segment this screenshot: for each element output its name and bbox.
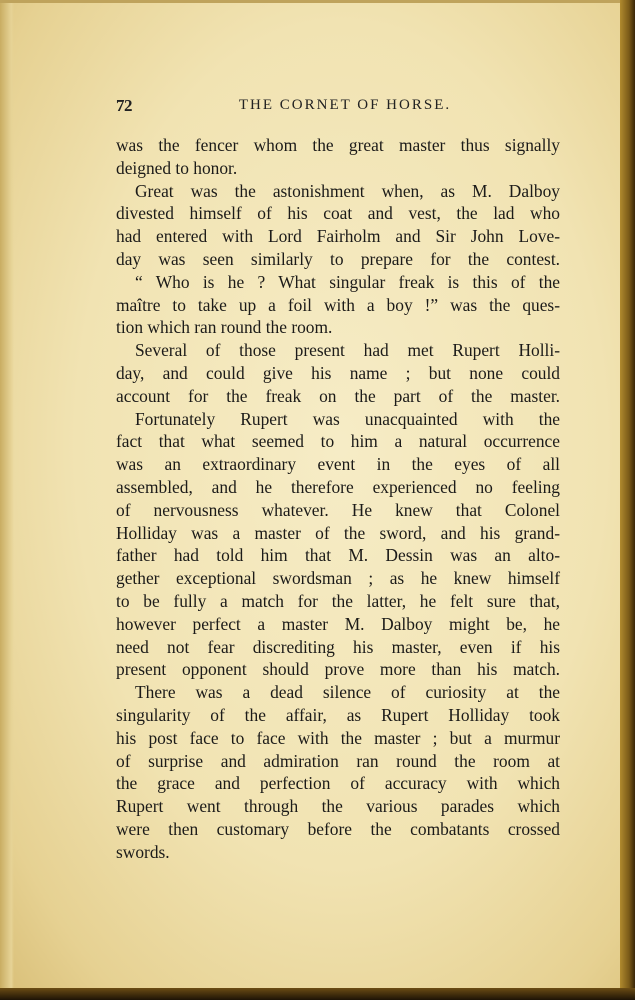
page-number: 72	[116, 96, 132, 115]
page-header	[116, 96, 560, 118]
text-line: Several of those present had met Rupert Holli-	[135, 340, 560, 361]
text-line: “ Who is he ? What singular freak is this of the	[135, 271, 560, 292]
text-line: There was a dead silence of curiosity at the	[135, 682, 560, 703]
page-top-edge	[0, 0, 635, 3]
page-bottom-edge	[0, 988, 635, 1000]
text-line: maître to take up a foil with a boy !” was the ques-	[116, 294, 560, 315]
text-line: day was seen similarly to prepare for the contest.	[116, 248, 560, 269]
text-line: were then customary before the combatants crossed	[116, 818, 560, 839]
text-line: present opponent should prove more than his match.	[116, 659, 560, 680]
text-line: father had told him that M. Dessin was an alto-	[116, 545, 560, 566]
text-line: his post face to face with the master ; but a murmur	[116, 727, 560, 748]
text-line: however perfect a master M. Dalboy might be, he	[116, 613, 560, 634]
text-line: Fortunately Rupert was unacquainted with the	[135, 408, 560, 429]
text-line: need not fear discrediting his master, even if his	[116, 636, 560, 657]
text-line: tion which ran round the room.	[116, 317, 333, 338]
text-line: swords.	[116, 841, 170, 862]
text-line: Holliday was a master of the sword, and his grand-	[116, 522, 560, 543]
body-text	[116, 134, 560, 864]
text-line: Rupert went through the various parades which	[116, 796, 560, 817]
text-line: divested himself of his coat and vest, the lad who	[116, 203, 560, 224]
text-line: fact that what seemed to him a natural occurrence	[116, 431, 560, 452]
text-line: of nervousness whatever. He knew that Colonel	[116, 499, 560, 520]
text-line: gether exceptional swordsman ; as he knew himself	[116, 568, 560, 589]
text-line: account for the freak on the part of the master.	[116, 385, 560, 406]
running-title: THE CORNET OF HORSE.	[238, 97, 452, 113]
text-line: was an extraordinary event in the eyes of all	[116, 454, 560, 475]
text-line: to be fully a match for the latter, he felt sure that,	[116, 590, 560, 611]
text-line: had entered with Lord Fairholm and Sir John Love-	[116, 226, 560, 247]
text-line: deigned to honor.	[116, 157, 238, 178]
text-line: Great was the astonishment when, as M. Dalboy	[135, 180, 560, 201]
text-line: of surprise and admiration ran round the room at	[116, 750, 560, 771]
book-cover-edge	[620, 0, 635, 1000]
text-line: was the fencer whom the great master thus signally	[116, 135, 560, 155]
text-line: singularity of the affair, as Rupert Holliday took	[116, 704, 560, 725]
page-gutter	[0, 0, 14, 988]
text-line: the grace and perfection of accuracy with which	[116, 773, 560, 794]
text-line: day, and could give his name ; but none could	[116, 362, 560, 383]
text-line: assembled, and he therefore experienced no feeling	[116, 476, 560, 497]
